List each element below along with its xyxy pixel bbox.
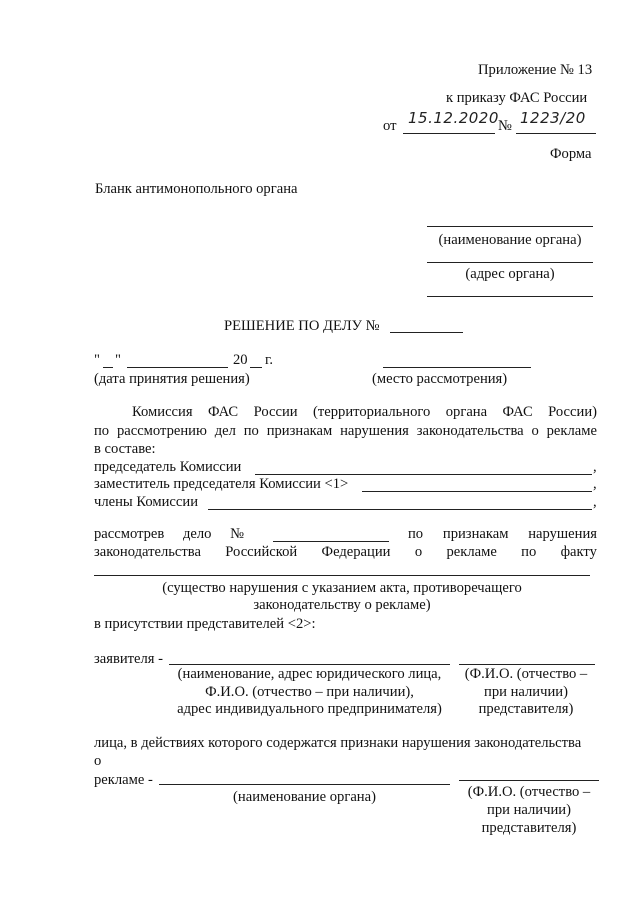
- violation-caption-1: (существо нарушения с указанием акта, противоречащего: [162, 580, 522, 596]
- word: рекламе: [546, 423, 597, 439]
- date-quote-open: ": [94, 352, 100, 368]
- commission-line-2: [94, 423, 597, 439]
- date-label: от: [383, 118, 397, 134]
- word: о: [414, 544, 423, 560]
- handwritten-number: 1223/20: [520, 109, 586, 127]
- word: России: [253, 404, 298, 420]
- word: по: [94, 423, 110, 439]
- presence-label: в присутствии представителей <2>:: [94, 616, 316, 632]
- number-line: [516, 133, 596, 134]
- word: (территориального: [313, 404, 431, 420]
- word: признакам: [442, 526, 509, 542]
- considered-line-1-right: [408, 526, 597, 542]
- deputy-line: [362, 491, 592, 492]
- word: по: [243, 423, 259, 439]
- applicant-caption-1: (наименование, адрес юридического лица,: [177, 666, 442, 682]
- word: законодательства: [94, 544, 201, 560]
- word: по: [521, 544, 537, 560]
- applicant-caption-3: адрес индивидуального предпринимателя): [177, 701, 442, 717]
- deputy-label: заместитель председателя Комиссии <1>: [94, 476, 349, 492]
- word: признакам: [266, 423, 333, 439]
- chairman-line: [255, 474, 592, 475]
- place-caption: (место рассмотрения): [372, 371, 508, 387]
- org-name-line: [427, 226, 593, 227]
- commission-line-1: [132, 404, 597, 420]
- applicant-caption-2: Ф.И.О. (отчество – при наличии),: [205, 684, 414, 700]
- comma: ,: [593, 494, 597, 510]
- chairman-label: председатель Комиссии: [94, 459, 242, 475]
- composition-label: в составе:: [94, 441, 156, 457]
- violation-line: [94, 575, 590, 576]
- year-prefix: 20: [233, 352, 248, 368]
- word: нарушения: [528, 526, 597, 542]
- word: №: [230, 526, 244, 542]
- comma: ,: [593, 476, 597, 492]
- violator-label: рекламе -: [94, 772, 153, 788]
- considered-line-1-left: [94, 526, 244, 542]
- blank-label: Бланк антимонопольного органа: [95, 181, 298, 197]
- violation-caption-2: законодательству о рекламе): [253, 597, 431, 613]
- day-line: [103, 367, 113, 368]
- applicant-rep-caption-3: представителя): [478, 701, 574, 717]
- date-quote-close: ": [115, 352, 121, 368]
- word: рассмотрению: [116, 423, 207, 439]
- violator-line: [159, 784, 450, 785]
- org-extra-line: [427, 296, 593, 297]
- considered-line-2: [94, 544, 597, 560]
- org-address-line: [427, 262, 593, 263]
- violator-text-o: о: [94, 753, 102, 769]
- applicant-rep-line: [459, 664, 595, 665]
- violator-text: лица, в действиях которого содержатся признаки нарушения законодательства: [94, 735, 582, 751]
- order-reference: к приказу ФАС России: [446, 90, 588, 106]
- decision-title: РЕШЕНИЕ ПО ДЕЛУ №: [224, 318, 380, 334]
- violator-rep-line: [459, 780, 599, 781]
- word: Российской: [225, 544, 298, 560]
- word: рассмотрев: [94, 526, 165, 542]
- date-line: [403, 133, 495, 134]
- members-line: [208, 509, 592, 510]
- form-label: Форма: [550, 146, 592, 162]
- applicant-rep-caption-2: при наличии): [484, 684, 568, 700]
- word: нарушения: [340, 423, 409, 439]
- violator-rep-caption-3: представителя): [481, 820, 577, 836]
- word: дел: [214, 423, 236, 439]
- date-caption: (дата принятия решения): [94, 371, 250, 387]
- word: рекламе: [446, 544, 497, 560]
- word: Комиссия: [132, 404, 193, 420]
- violator-caption: (наименование органа): [233, 789, 376, 805]
- number-sign: №: [498, 118, 512, 134]
- word: органа: [445, 404, 488, 420]
- word: ФАС: [208, 404, 239, 420]
- violator-rep-caption-2: при наличии): [487, 802, 571, 818]
- applicant-line: [169, 664, 450, 665]
- word: России): [548, 404, 597, 420]
- applicant-label: заявителя -: [94, 651, 164, 667]
- year-suffix: г.: [265, 352, 273, 368]
- word: факту: [560, 544, 597, 560]
- members-label: члены Комиссии: [94, 494, 199, 510]
- comma: ,: [593, 459, 597, 475]
- year-line: [250, 367, 262, 368]
- appendix-number: Приложение № 13: [478, 62, 593, 78]
- word: о: [531, 423, 539, 439]
- word: по: [408, 526, 424, 542]
- applicant-rep-caption-1: (Ф.И.О. (отчество –: [464, 666, 588, 682]
- word: ФАС: [502, 404, 533, 420]
- org-address-caption: (адрес органа): [465, 266, 555, 282]
- violator-rep-caption-1: (Ф.И.О. (отчество –: [467, 784, 591, 800]
- word: Федерации: [321, 544, 391, 560]
- case-number-line: [390, 332, 463, 333]
- org-name-caption: (наименование органа): [438, 232, 582, 248]
- place-line: [383, 367, 531, 368]
- handwritten-date: 15.12.2020: [408, 109, 499, 127]
- word: законодательства: [416, 423, 524, 439]
- month-line: [127, 367, 228, 368]
- word: дело: [182, 526, 212, 542]
- case-number-field: [273, 541, 389, 542]
